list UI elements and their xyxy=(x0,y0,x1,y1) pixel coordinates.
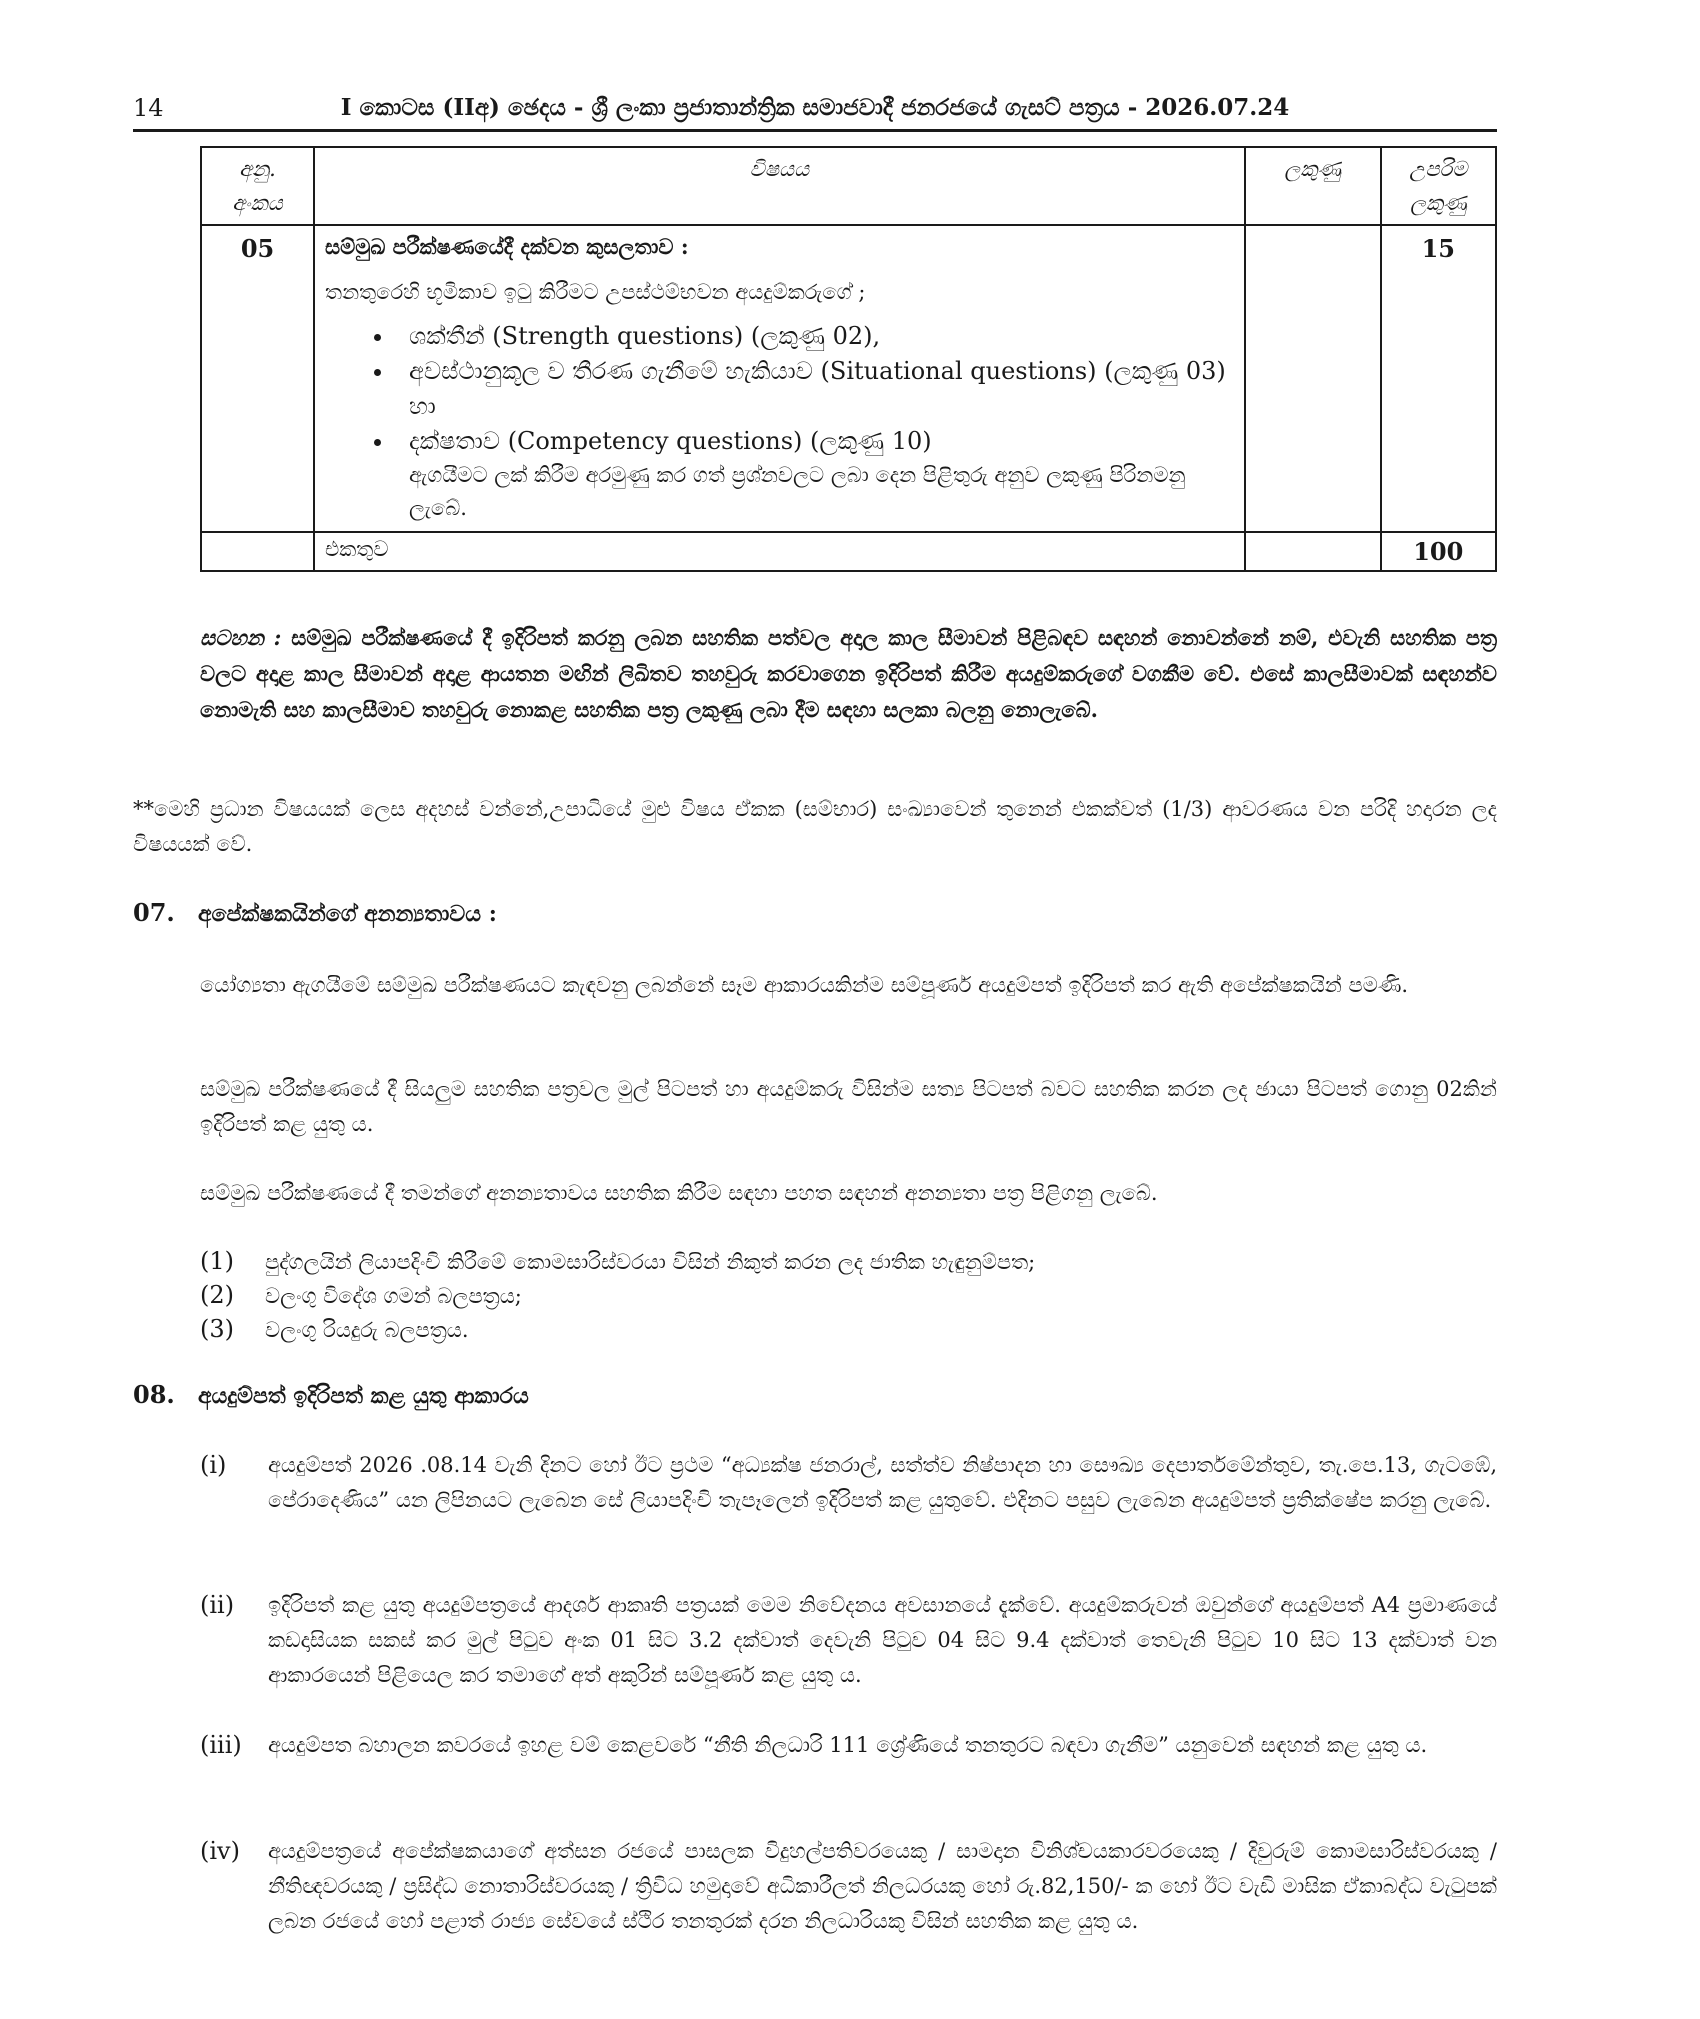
header-subject: විෂයය xyxy=(314,147,1245,225)
row-marks xyxy=(1245,225,1381,532)
header-marks: ලකුණු xyxy=(1245,147,1381,225)
total-max-marks: 100 xyxy=(1381,532,1496,571)
list-item: • අවස්ථානුකූල ව තීරණ ගැනීමේ හැකියාව (Situational questions) (ලකුණු 03) හා xyxy=(395,354,1234,424)
total-marks xyxy=(1245,532,1381,571)
table-header-row xyxy=(201,147,1496,225)
row-number: 05 xyxy=(201,225,314,532)
list-text: අයදුම්පත් 2026 .08.14 වැනි දිනට හෝ ඊට ප්‍රථම “අධ්‍යක්ෂ ජනරාල්, සත්ත්ව නිෂ්පාදන හා සෞඛ්‍ය දෙපාර්තමේන්තුව, තැ.පෙ.13, ගැටඹේ, පේරාදෙණිය” යන ලිපිනයට ලැබෙන සේ ලියාපදිංචි තැපෑලෙන් ඉදිරිපත් කළ යුතුවේ. එදිනට පසුව ලැබෙන අයදුම්පත් ප්‍රතික්ෂේප කරනු ලැබේ. xyxy=(268,1453,1497,1512)
total-row xyxy=(201,532,1496,571)
page-number: 14 xyxy=(133,94,164,122)
list-number: (ii) xyxy=(200,1591,235,1619)
list-number: (3) xyxy=(200,1315,234,1343)
row-subject xyxy=(314,225,1245,532)
row-max-marks: 15 xyxy=(1381,225,1496,532)
list-text: ඉදිරිපත් කළ යුතු අයදුම්පත්‍රයේ ආදර්ශ ආකෘති පත්‍රයක් මෙම නිවේදනය අවසානයේ දැක්වේ. අයදුම්කරුවන් ඔවුන්ගේ අයදුම්පත් A4 ප්‍රමාණයේ කඩදාසියක සකස් කර මුල් පිටුව අංක 01 සිට 3.2 දක්වාත් දෙවැනි පිටුව 04 සිට 9.4 දක්වාත් තෙවැනි පිටුව 10 සිට 13 දක්වාත් වන ආකාරයෙන් පිළියෙල කර තමාගේ අත් අකුරින් සම්පූර්ණ කළ යුතු ය. xyxy=(268,1593,1497,1687)
section-title: අපේක්ෂකයින්ගේ අනන්‍යතාවය : xyxy=(198,901,497,927)
list-item xyxy=(200,1728,1497,1804)
list-number: (iii) xyxy=(200,1731,242,1759)
criteria-tail: ඇගයීමට ලක් කිරීම අරමුණු කර ගත් ප්‍රශ්නවලට ලබා දෙන පිළිතුරු අනුව ලකුණු පිරිනමනු ලැබේ. xyxy=(409,463,1186,520)
paragraph: සම්මුඛ පරීක්ෂණයේ දී තමන්ගේ අනන්‍යතාවය සහතික කිරීම සඳහා පහත සඳහන් අනන්‍යතා පත්‍ර පිළිගනු ලැබේ. xyxy=(200,1181,1158,1205)
marks-table xyxy=(200,146,1497,572)
page-header xyxy=(133,94,1497,130)
running-title: I කොටස (IIඅ) ඡෙදය - ශ්‍රී ලංකා ප්‍රජාතාන්ත්‍රික සමාජවාදී ජනරජයේ ගැසට් පත්‍රය - 2026.07.24 xyxy=(340,94,1290,121)
list-text: අයදුම්පත්‍රයේ අපේක්ෂකයාගේ අත්සන රජයේ පාසලක විදුහල්පතිවරයෙකු / සාමදාන විනිශ්චයකාරවරයෙකු / දිවුරුම් කොමසාරිස්වරයකු / නීතිඥවරයකු / ප්‍රසිද්ධ නොතාරිස්වරයකු / ත්‍රිවිධ හමුදාවේ අධිකාරීලත් නිලධරයකු හෝ රු.82,150/- ක හෝ ඊට වැඩි මාසික ඒකාබද්ධ වැටුපක් ලබන රජයේ හෝ පළාත් රාජ්‍ය සේවයේ ස්ථිර තනතුරක් දරන නිලධාරියකු විසින් සහතික කළ යුතු ය. xyxy=(268,1839,1497,1933)
section-08-heading xyxy=(133,1380,529,1409)
list-item xyxy=(200,1312,1497,1348)
list-text: වලංගු රියදුරු බලපත්‍රය. xyxy=(265,1318,469,1342)
paragraph: යෝග්‍යතා ඇගයීමේ සම්මුඛ පරීක්ෂණයට කැඳවනු ලබන්නේ සෑම ආකාරයකින්ම සම්පූර්ණ අයදුම්පත් ඉදිරිපත් කර ඇති අපේක්ෂකයින් පමණි. xyxy=(200,973,1409,997)
subject-intro: තනතුරෙහි භූමිකාව ඉටු කිරීමට උපස්ථම්භවන අයදුම්කරුගේ ; xyxy=(325,280,866,304)
list-item xyxy=(200,1448,1497,1558)
list-item xyxy=(200,1834,1497,1984)
table-row xyxy=(201,225,1496,532)
criteria-list xyxy=(325,319,1234,459)
list-text: පුද්ගලයින් ලියාපදිංචි කිරීමේ කොමසාරිස්වරයා විසින් නිකුත් කරන ලද ජාතික හැඳුනුම්පත; xyxy=(265,1250,1036,1274)
total-label: එකතුව xyxy=(314,532,1245,571)
header-rule xyxy=(133,129,1497,132)
footnote: **මෙහි ප්‍රධාන විෂයයක් ලෙස අදහස් වන්නේ,උපාධියේ මුළු විෂය ඒකක (සම්භාර) සංඛ්‍යාවෙන් තුනෙන් එකක්වත් (1/3) ආවරණය වන පරිදි හදාරන ලද විෂයයක් වේ. xyxy=(133,797,1497,856)
list-number: (iv) xyxy=(200,1837,240,1865)
header-max-marks: උපරිම ලකුණු xyxy=(1381,147,1496,225)
header-no: අනු. අංකය xyxy=(201,147,314,225)
list-number: (i) xyxy=(200,1451,227,1479)
paragraph: සම්මුඛ පරීක්ෂණයේ දී සියලුම සහතික පත්‍රවල මුල් පිටපත් හා අයදුම්කරු විසින්ම සත්‍ය පිටපත් බවට සහතික කරන ලද ඡායා පිටපත් ගොනු 02කින් ඉදිරිපත් කළ යුතු ය. xyxy=(200,1077,1497,1136)
list-number: (1) xyxy=(200,1247,234,1275)
note-paragraph xyxy=(200,620,1497,728)
list-item xyxy=(200,1244,1497,1280)
section-number: 07. xyxy=(133,898,175,927)
subject-title: සම්මුඛ පරීක්ෂණයේදී දක්වන කුසලතාව : xyxy=(325,234,689,259)
section-title: අයදුම්පත් ඉදිරිපත් කළ යුතු ආකාරය xyxy=(198,1383,529,1409)
list-item xyxy=(200,1278,1497,1314)
list-text: වලංගු විදේශ ගමන් බලපත්‍රය; xyxy=(265,1284,522,1308)
section-number: 08. xyxy=(133,1380,175,1409)
list-item: • දක්ෂතාව (Competency questions) (ලකුණු 10) xyxy=(395,424,1234,459)
note-label: සටහන : xyxy=(200,625,282,650)
list-text: අයදුම්පත බහාලන කවරයේ ඉහළ වම් කෙළවරේ “නීති නිලධාරි 111 ශ්‍රේණියේ තනතුරට බඳවා ගැනීම” යනුවෙන් සඳහන් කළ යුතු ය. xyxy=(268,1733,1428,1757)
list-item: • ශක්තීන් (Strength questions) (ලකුණු 02), xyxy=(395,319,1234,354)
list-item xyxy=(200,1588,1497,1698)
total-blank xyxy=(201,532,314,571)
list-number: (2) xyxy=(200,1281,234,1309)
section-07-heading xyxy=(133,898,497,927)
note-text: සම්මුඛ පරීක්ෂණයේ දී ඉදිරිපත් කරනු ලබන සහතික පත්වල අදාල කාල සීමාවන් පිළිබඳව සඳහන් නොවන්නේ නම්, එවැනි සහතික පත්‍ර වලට අදාළ කාල සීමාවන් අදාළ ආයතන මඟින් ලිඛිතව තහවුරු කරවාගෙන ඉදිරිපත් කිරීම අයදුම්කරුගේ වගකීම වේ. එසේ කාලසීමාවක් සඳහන්ව නොමැති සහ කාලසීමාව තහවුරු නොකළ සහතික පත්‍ර ලකුණු ලබා දීම සඳහා සලකා බලනු නොලැබේ. xyxy=(200,625,1498,722)
